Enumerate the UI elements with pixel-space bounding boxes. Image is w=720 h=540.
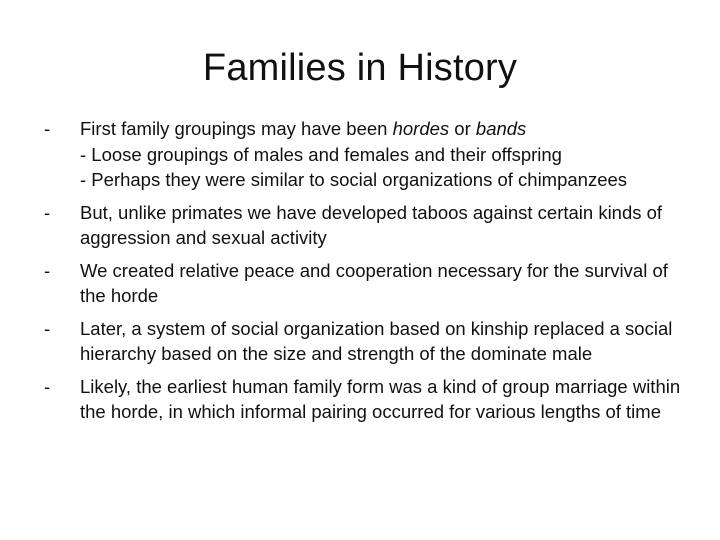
item-text-lead: First family groupings may have been [80,118,393,139]
item-text: We created relative peace and cooperation necessary for the survival of the horde [80,259,668,306]
bullet-marker: - [44,317,51,339]
list-item [0,200,720,251]
bullet-list [0,116,720,425]
list-item [0,258,720,309]
bullet-marker: - [44,259,51,281]
list-item [0,374,720,425]
bullet-marker: - [44,201,51,223]
bullet-marker: - [44,375,51,397]
item-text: But, unlike primates we have developed taboos against certain kinds of aggression and sexual activity [80,201,663,248]
item-text [80,118,526,139]
list-item [0,116,720,193]
item-text-emphasis: bands [475,118,527,139]
item-text-emphasis: hordes [392,118,450,139]
list-item [0,316,720,367]
item-text-mid: or [449,118,476,139]
sub-item: - Loose groupings of males and females and their offspring [80,143,562,165]
bullet-marker: - [44,118,51,139]
sub-item: - Perhaps they were similar to social organizations of chimpanzees [80,169,628,190]
item-text: Likely, the earliest human family form was a kind of group marriage within the horde, in which informal pairing occurred for various lengths of time [80,375,681,422]
item-text: Later, a system of social organization based on kinship replaced a social hierarchy based on the size and strength of the dominate male [80,317,673,364]
slide-title: Families in History [202,47,518,89]
